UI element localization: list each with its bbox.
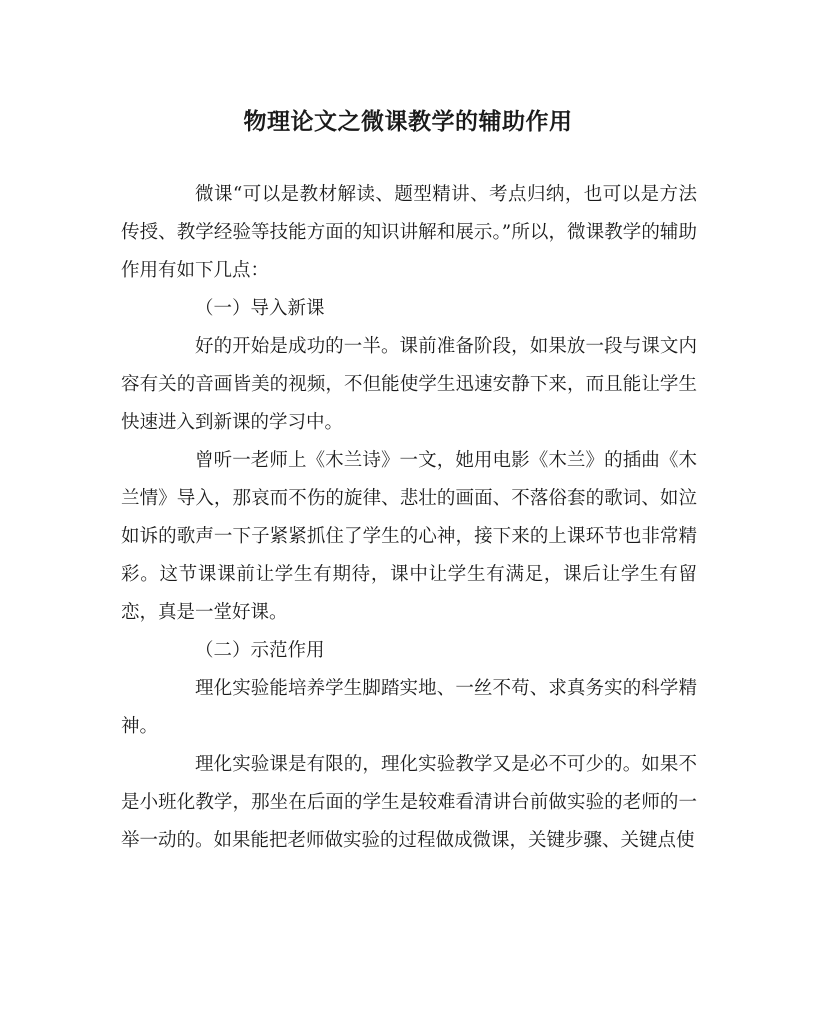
section-heading-2: （二）示范作用 [195, 640, 325, 661]
paragraph-intro: 微课“可以是教材解读、题型精讲、考点归纳，也可以是方法传授、教学经验等技能方面的知识讲解和展示。”所以，微课教学的辅助作用有如下几点： [121, 184, 697, 281]
paragraph-experiment-spirit: 理化实验能培养学生脚踏实地、一丝不苟、求真务实的科学精神。 [121, 678, 697, 737]
paragraph-mulan-example: 曾听一老师上《木兰诗》一文，她用电影《木兰》的插曲《木兰情》导入，那哀而不伤的旋律、悲壮的画面、不落俗套的歌词、如泣如诉的歌声一下子紧紧抓住了学生的心神，接下来的上课环节也非常精彩。这节课课前让学生有期待，课中让学生有满足，课后让学生有留恋，真是一堂好课。 [121, 450, 697, 623]
paragraph-good-start: 好的开始是成功的一半。课前准备阶段，如果放一段与课文内容有关的音画皆美的视频，不但能使学生迅速安静下来，而且能让学生快速进入到新课的学习中。 [121, 336, 697, 433]
section-heading-1: （一）导入新课 [195, 298, 325, 319]
paragraph-experiment-class: 理化实验课是有限的，理化实验教学又是必不可少的。如果不是小班化教学，那坐在后面的学生是较难看清讲台前做实验的老师的一举一动的。如果能把老师做实验的过程做成微课，关键步骤、关键点使 [121, 754, 697, 851]
document-title: 物理论文之微课教学的辅助作用 [243, 108, 573, 135]
document-body [121, 176, 697, 860]
